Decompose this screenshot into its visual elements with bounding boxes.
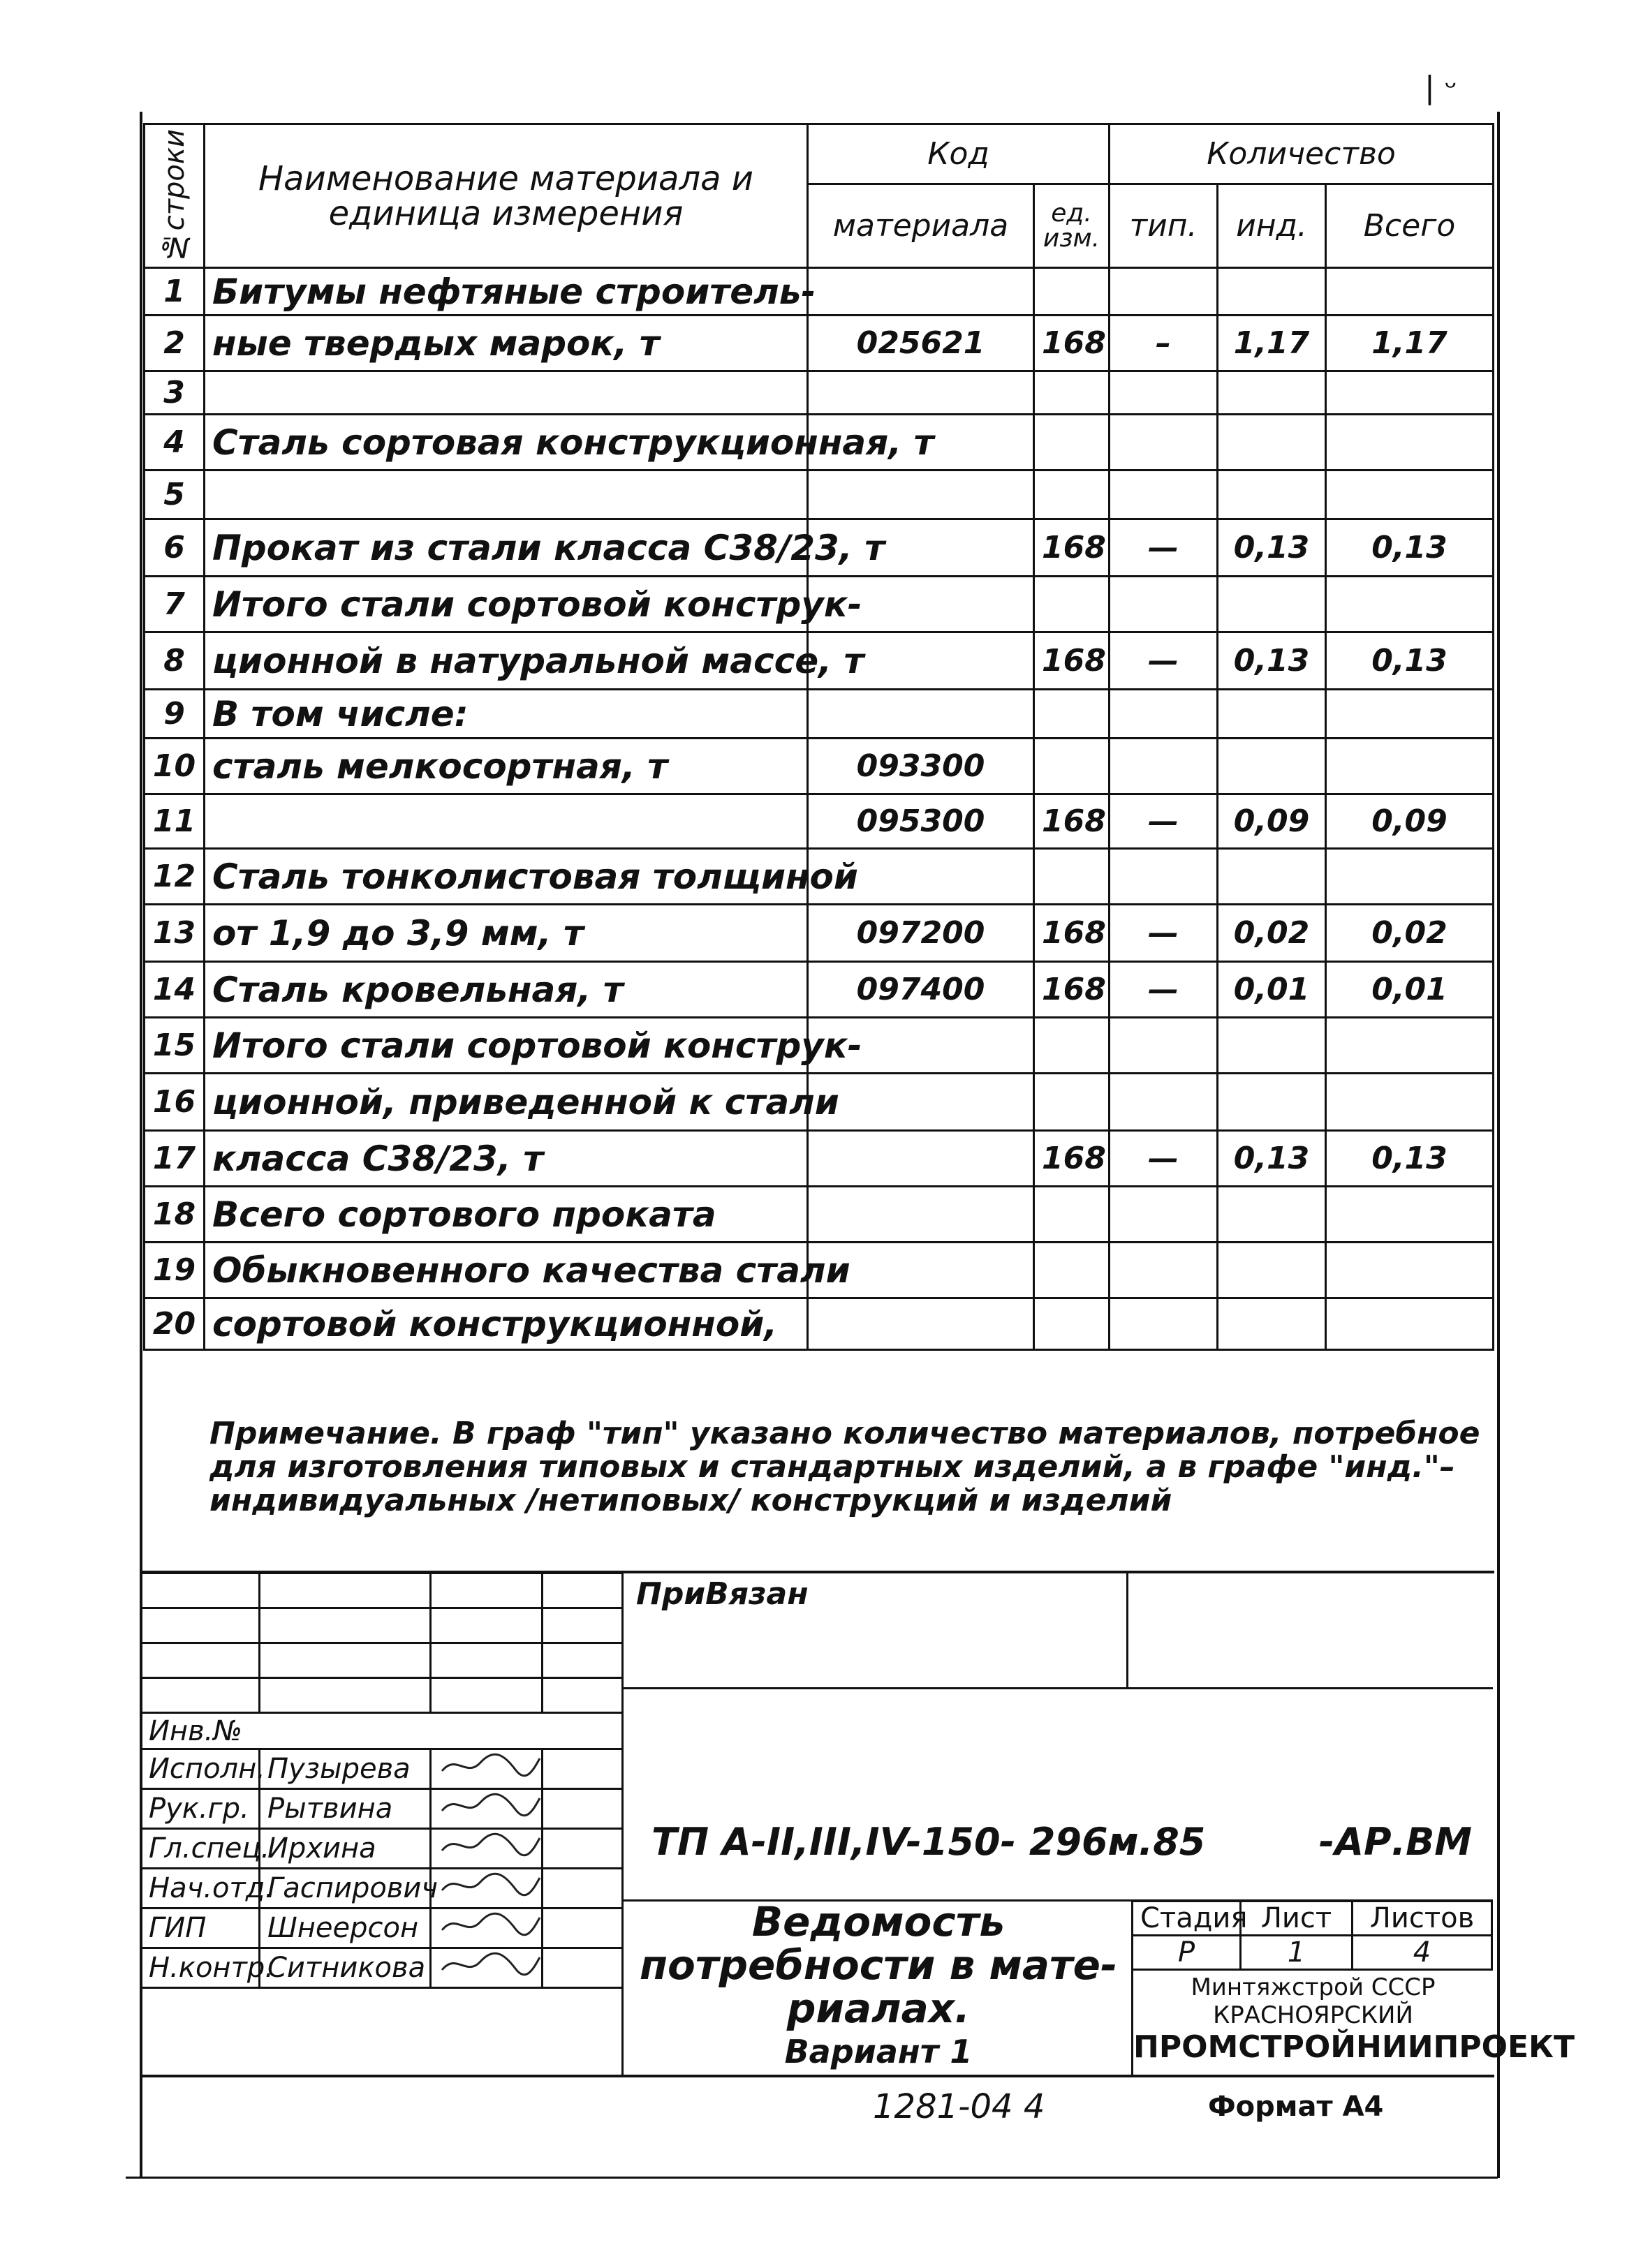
row-ind-qty bbox=[1218, 739, 1326, 794]
inv-label: Инв.№ bbox=[141, 1713, 623, 1749]
table-row bbox=[145, 1243, 1494, 1298]
row-type-qty bbox=[1110, 1298, 1218, 1350]
row-unit bbox=[1034, 1018, 1110, 1074]
row-number: 4 bbox=[145, 415, 205, 470]
row-code: 097200 bbox=[808, 905, 1034, 962]
row-ind-qty bbox=[1218, 849, 1326, 905]
table-row bbox=[145, 316, 1494, 371]
row-total-qty bbox=[1326, 577, 1494, 632]
signature-name: Гаспирович bbox=[260, 1869, 431, 1908]
row-type-qty bbox=[1110, 577, 1218, 632]
row-ind-qty: 0,13 bbox=[1218, 632, 1326, 690]
row-name: Сталь тонколистовая толщиной bbox=[205, 849, 808, 905]
row-number: 8 bbox=[145, 632, 205, 690]
row-code bbox=[808, 1187, 1034, 1243]
row-unit bbox=[1034, 849, 1110, 905]
row-type-qty bbox=[1110, 470, 1218, 519]
row-name: Прокат из стали класса С38/23, т bbox=[205, 519, 808, 577]
table-row bbox=[145, 1131, 1494, 1187]
note-line: для изготовления типовых и стандартных изделий, а в графе "инд."– bbox=[209, 1449, 1455, 1485]
row-total-qty bbox=[1326, 1243, 1494, 1298]
row-ind-qty bbox=[1218, 1018, 1326, 1074]
header-qty-ind: инд. bbox=[1218, 184, 1326, 268]
org-line: Минтяжстрой СССР bbox=[1191, 1973, 1436, 2001]
row-unit: 168 bbox=[1034, 905, 1110, 962]
row-total-qty: 0,13 bbox=[1326, 1131, 1494, 1187]
table-row bbox=[145, 371, 1494, 415]
row-name: класса С38/23, т bbox=[205, 1131, 808, 1187]
signature-row bbox=[141, 1829, 623, 1869]
row-number: 7 bbox=[145, 577, 205, 632]
row-ind-qty: 0,02 bbox=[1218, 905, 1326, 962]
doc-title-line: Вариант 1 bbox=[784, 2033, 973, 2070]
signature-name: Ситникова bbox=[260, 1948, 431, 1988]
organization bbox=[1131, 1965, 1575, 2075]
signature-role: Нач.отд. bbox=[141, 1869, 260, 1908]
row-total-qty bbox=[1326, 268, 1494, 316]
signature-date bbox=[543, 1908, 623, 1948]
header-code: Код bbox=[808, 124, 1110, 184]
row-number: 16 bbox=[145, 1074, 205, 1131]
table-row bbox=[145, 519, 1494, 577]
signature-row bbox=[141, 1869, 623, 1908]
table-row bbox=[145, 1074, 1494, 1131]
row-name: Всего сортового проката bbox=[205, 1187, 808, 1243]
row-type-qty bbox=[1110, 739, 1218, 794]
row-total-qty bbox=[1326, 371, 1494, 415]
row-unit bbox=[1034, 415, 1110, 470]
row-unit bbox=[1034, 577, 1110, 632]
title-block-bottom-line bbox=[140, 2075, 1494, 2077]
table-row bbox=[145, 690, 1494, 739]
table-row bbox=[145, 1018, 1494, 1074]
header-quantity: Количество bbox=[1110, 124, 1494, 184]
header-qty-type: тип. bbox=[1110, 184, 1218, 268]
table-row bbox=[145, 1298, 1494, 1350]
signature-name: Рытвина bbox=[260, 1789, 431, 1829]
frame-bottom-line bbox=[126, 2177, 1498, 2179]
row-number: 13 bbox=[145, 905, 205, 962]
row-name: Сталь кровельная, т bbox=[205, 962, 808, 1018]
row-type-qty: — bbox=[1110, 905, 1218, 962]
materials-table bbox=[143, 123, 1494, 1351]
row-total-qty bbox=[1326, 849, 1494, 905]
row-total-qty bbox=[1326, 1074, 1494, 1131]
inventory-number: 1281-04 4 bbox=[873, 2087, 1045, 2126]
row-type-qty: — bbox=[1110, 962, 1218, 1018]
table-row bbox=[145, 268, 1494, 316]
header-code-material: материала bbox=[808, 184, 1034, 268]
row-code bbox=[808, 268, 1034, 316]
row-number: 11 bbox=[145, 794, 205, 849]
revision-grid bbox=[140, 1572, 624, 1989]
row-code bbox=[808, 690, 1034, 739]
signature-date bbox=[543, 1789, 623, 1829]
signature-date bbox=[543, 1948, 623, 1988]
row-code bbox=[808, 371, 1034, 415]
row-ind-qty bbox=[1218, 415, 1326, 470]
table-row bbox=[145, 962, 1494, 1018]
row-name: ционной, приведенной к стали bbox=[205, 1074, 808, 1131]
row-name: Итого стали сортовой конструк- bbox=[205, 1018, 808, 1074]
signature-row bbox=[141, 1749, 623, 1789]
row-code: 095300 bbox=[808, 794, 1034, 849]
doc-title-line: Ведомость bbox=[751, 1898, 1006, 1945]
row-number: 9 bbox=[145, 690, 205, 739]
row-ind-qty bbox=[1218, 1243, 1326, 1298]
org-line: ПРОМСТРОЙНИИПРОЕКТ bbox=[1133, 2029, 1575, 2065]
doc-code: ТП А-II,III,IV-150- 296м.85 bbox=[651, 1820, 1206, 1864]
row-name bbox=[205, 470, 808, 519]
row-unit: 168 bbox=[1034, 794, 1110, 849]
row-number: 20 bbox=[145, 1298, 205, 1350]
privyazan-divider bbox=[1126, 1572, 1128, 1687]
row-total-qty bbox=[1326, 690, 1494, 739]
row-total-qty bbox=[1326, 739, 1494, 794]
row-name: Итого стали сортовой конструк- bbox=[205, 577, 808, 632]
row-code bbox=[808, 470, 1034, 519]
row-number: 18 bbox=[145, 1187, 205, 1243]
stage-label: Стадия bbox=[1133, 1902, 1241, 1936]
doc-title-line: риалах. bbox=[786, 1985, 971, 2032]
row-total-qty bbox=[1326, 1187, 1494, 1243]
note-line: Примечание. В граф "тип" указано количество материалов, потребное bbox=[209, 1416, 1480, 1451]
row-type-qty: — bbox=[1110, 632, 1218, 690]
row-code: 097400 bbox=[808, 962, 1034, 1018]
signature-scribble bbox=[431, 1948, 543, 1988]
privyazan-label: ПриВязан bbox=[636, 1576, 809, 1612]
doc-title bbox=[621, 1900, 1133, 2075]
row-unit: 168 bbox=[1034, 632, 1110, 690]
row-type-qty bbox=[1110, 1074, 1218, 1131]
table-row bbox=[145, 905, 1494, 962]
row-unit bbox=[1034, 690, 1110, 739]
row-name bbox=[205, 794, 808, 849]
table-row bbox=[145, 739, 1494, 794]
row-number: 6 bbox=[145, 519, 205, 577]
signature-scribble bbox=[431, 1869, 543, 1908]
table-row bbox=[145, 470, 1494, 519]
sheets-value: 4 bbox=[1353, 1936, 1492, 1970]
row-type-qty: — bbox=[1110, 519, 1218, 577]
signature-row bbox=[141, 1908, 623, 1948]
row-unit bbox=[1034, 1243, 1110, 1298]
row-type-qty bbox=[1110, 690, 1218, 739]
row-ind-qty: 1,17 bbox=[1218, 316, 1326, 371]
doc-title-line: потребности в мате- bbox=[639, 1941, 1118, 1989]
row-ind-qty: 0,13 bbox=[1218, 1131, 1326, 1187]
row-ind-qty bbox=[1218, 470, 1326, 519]
row-unit bbox=[1034, 1298, 1110, 1350]
row-unit: 168 bbox=[1034, 316, 1110, 371]
row-unit: 168 bbox=[1034, 1131, 1110, 1187]
row-number: 17 bbox=[145, 1131, 205, 1187]
format-label: Формат А4 bbox=[1208, 2091, 1384, 2123]
row-type-qty bbox=[1110, 371, 1218, 415]
row-unit: 168 bbox=[1034, 519, 1110, 577]
table-row bbox=[145, 577, 1494, 632]
signature-role: Н.контр. bbox=[141, 1948, 260, 1988]
row-name: Обыкновенного качества стали bbox=[205, 1243, 808, 1298]
row-unit bbox=[1034, 371, 1110, 415]
row-total-qty bbox=[1326, 1298, 1494, 1350]
header-code-unit: ед. изм. bbox=[1034, 184, 1110, 268]
signature-name: Пузырева bbox=[260, 1749, 431, 1789]
doc-code-box bbox=[621, 1687, 1493, 1902]
signature-name: Ирхина bbox=[260, 1829, 431, 1869]
signature-role: ГИП bbox=[141, 1908, 260, 1948]
row-number: 5 bbox=[145, 470, 205, 519]
signature-date bbox=[543, 1749, 623, 1789]
row-type-qty: – bbox=[1110, 316, 1218, 371]
row-number: 19 bbox=[145, 1243, 205, 1298]
row-type-qty bbox=[1110, 849, 1218, 905]
stage-table bbox=[1131, 1900, 1493, 1971]
row-number: 3 bbox=[145, 371, 205, 415]
table-row bbox=[145, 1187, 1494, 1243]
row-ind-qty bbox=[1218, 690, 1326, 739]
row-total-qty: 0,13 bbox=[1326, 632, 1494, 690]
header-rownum: №строки bbox=[145, 124, 205, 268]
row-type-qty: — bbox=[1110, 794, 1218, 849]
signature-role: Гл.спец. bbox=[141, 1829, 260, 1869]
note-line: индивидуальных /нетиповых/ конструкций и изделий bbox=[209, 1483, 1172, 1518]
row-number: 1 bbox=[145, 268, 205, 316]
row-unit bbox=[1034, 739, 1110, 794]
privyazan-box bbox=[621, 1572, 1493, 1689]
row-ind-qty bbox=[1218, 1187, 1326, 1243]
signature-scribble bbox=[431, 1749, 543, 1789]
row-unit bbox=[1034, 1074, 1110, 1131]
row-number: 14 bbox=[145, 962, 205, 1018]
row-type-qty bbox=[1110, 1243, 1218, 1298]
signature-role: Исполн. bbox=[141, 1749, 260, 1789]
sheet-label: Лист bbox=[1241, 1902, 1353, 1936]
row-ind-qty bbox=[1218, 268, 1326, 316]
row-name bbox=[205, 371, 808, 415]
table-row bbox=[145, 849, 1494, 905]
row-code bbox=[808, 1074, 1034, 1131]
stage-value: Р bbox=[1133, 1936, 1241, 1970]
row-ind-qty bbox=[1218, 371, 1326, 415]
table-row bbox=[145, 415, 1494, 470]
row-total-qty: 0,09 bbox=[1326, 794, 1494, 849]
sheet-value: 1 bbox=[1241, 1936, 1353, 1970]
table-row bbox=[145, 632, 1494, 690]
row-code: 025621 bbox=[808, 316, 1034, 371]
header-name: Наименование материала и единица измерения bbox=[205, 124, 808, 268]
org-line: КРАСНОЯРСКИЙ bbox=[1213, 2001, 1413, 2029]
signature-scribble bbox=[431, 1829, 543, 1869]
sheets-label: Листов bbox=[1353, 1902, 1492, 1936]
row-type-qty bbox=[1110, 1018, 1218, 1074]
row-name: Битумы нефтяные строитель- bbox=[205, 268, 808, 316]
row-total-qty: 0,01 bbox=[1326, 962, 1494, 1018]
row-number: 15 bbox=[145, 1018, 205, 1074]
row-total-qty: 1,17 bbox=[1326, 316, 1494, 371]
signature-role: Рук.гр. bbox=[141, 1789, 260, 1829]
row-name: от 1,9 до 3,9 мм, т bbox=[205, 905, 808, 962]
row-type-qty bbox=[1110, 415, 1218, 470]
signature-row bbox=[141, 1789, 623, 1829]
row-type-qty bbox=[1110, 1187, 1218, 1243]
row-name: В том числе: bbox=[205, 690, 808, 739]
row-name: ные твердых марок, т bbox=[205, 316, 808, 371]
corner-mark: | ᵕ bbox=[1424, 70, 1458, 105]
row-unit bbox=[1034, 268, 1110, 316]
doc-suffix: -АР.ВМ bbox=[1318, 1820, 1472, 1864]
signature-date bbox=[543, 1869, 623, 1908]
note bbox=[209, 1417, 1487, 1518]
row-ind-qty: 0,13 bbox=[1218, 519, 1326, 577]
row-type-qty: — bbox=[1110, 1131, 1218, 1187]
row-ind-qty bbox=[1218, 1298, 1326, 1350]
row-code bbox=[808, 1298, 1034, 1350]
row-total-qty bbox=[1326, 1018, 1494, 1074]
row-total-qty: 0,02 bbox=[1326, 905, 1494, 962]
row-total-qty bbox=[1326, 415, 1494, 470]
signature-row bbox=[141, 1948, 623, 1988]
row-number: 10 bbox=[145, 739, 205, 794]
row-ind-qty: 0,01 bbox=[1218, 962, 1326, 1018]
row-name: сталь мелкосортная, т bbox=[205, 739, 808, 794]
row-number: 2 bbox=[145, 316, 205, 371]
signature-scribble bbox=[431, 1789, 543, 1829]
row-ind-qty bbox=[1218, 1074, 1326, 1131]
header-qty-total: Всего bbox=[1326, 184, 1494, 268]
row-total-qty: 0,13 bbox=[1326, 519, 1494, 577]
row-unit: 168 bbox=[1034, 962, 1110, 1018]
row-name: сортовой конструкционной, bbox=[205, 1298, 808, 1350]
row-code: 093300 bbox=[808, 739, 1034, 794]
row-ind-qty: 0,09 bbox=[1218, 794, 1326, 849]
row-type-qty bbox=[1110, 268, 1218, 316]
row-name: ционной в натуральной массе, т bbox=[205, 632, 808, 690]
row-code bbox=[808, 1131, 1034, 1187]
table-row bbox=[145, 794, 1494, 849]
row-name: Сталь сортовая конструкционная, т bbox=[205, 415, 808, 470]
row-ind-qty bbox=[1218, 577, 1326, 632]
row-unit bbox=[1034, 470, 1110, 519]
signature-date bbox=[543, 1829, 623, 1869]
signature-scribble bbox=[431, 1908, 543, 1948]
row-total-qty bbox=[1326, 470, 1494, 519]
signature-name: Шнеерсон bbox=[260, 1908, 431, 1948]
row-number: 12 bbox=[145, 849, 205, 905]
row-unit bbox=[1034, 1187, 1110, 1243]
